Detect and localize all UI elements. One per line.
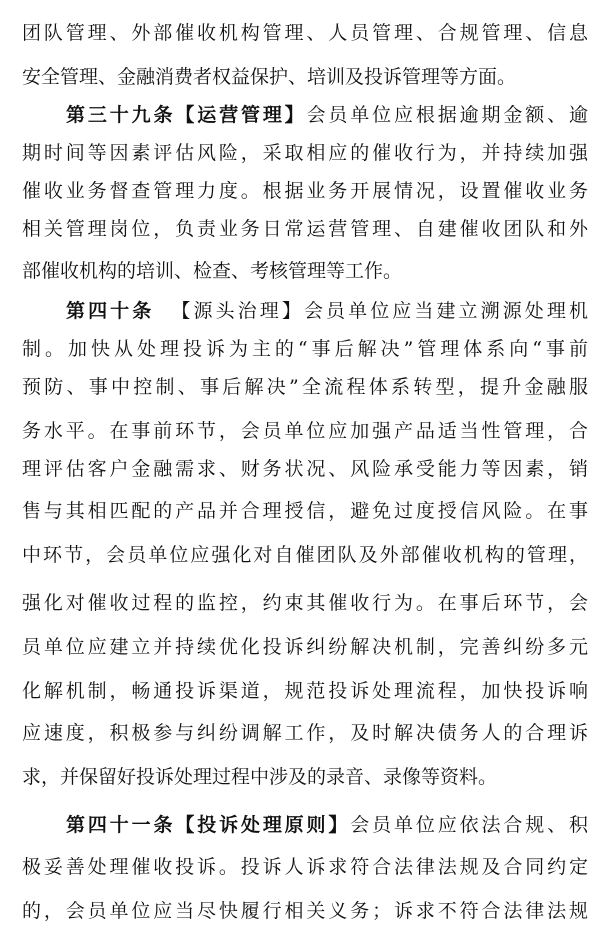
article-39-first-line: [66, 100, 588, 130]
article-41-first-line: [66, 810, 588, 840]
article-40-text: 会员单位应当建立溯源处理机: [303, 300, 588, 322]
article-40-heading: 第四十条: [66, 300, 155, 322]
text-line: 催收业务督查管理力度。根据业务开展情况，设置催收业务: [22, 180, 588, 202]
text-line: 售与其相匹配的产品并合理授信，避免过度授信风险。在事: [22, 500, 588, 522]
text-line: 团队管理、外部催收机构管理、人员管理、合规管理、信息: [22, 22, 588, 44]
article-41-text: 会员单位应依法合规、积: [350, 814, 588, 836]
text-line: 预防、事中控制、事后解决”全流程体系转型，提升金融服: [22, 376, 588, 398]
text-line: 期时间等因素评估风险，采取相应的催收行为，并持续加强: [22, 142, 588, 164]
text-line: 中环节，会员单位应强化对自催团队及外部催收机构的管理，: [22, 544, 588, 566]
text-line: 员单位应建立并持续优化投诉纠纷解决机制，完善纠纷多元: [22, 636, 588, 658]
article-39-text: 会员单位应根据逾期金额、逾: [306, 104, 588, 126]
text-line: 务水平。在事前环节，会员单位应加强产品适当性管理，合: [22, 420, 588, 442]
text-line: 极妥善处理催收投诉。投诉人诉求符合法律法规及合同约定: [22, 856, 588, 878]
text-line: 理评估客户金融需求、财务状况、风险承受能力等因素，销: [22, 458, 588, 480]
article-41-heading: 第四十一条【投诉处理原则】: [66, 814, 351, 836]
article-39-heading: 第三十九条【运营管理】: [66, 104, 307, 126]
text-line: 化解机制，畅通投诉渠道，规范投诉处理流程，加快投诉响: [22, 680, 588, 702]
text-line: 的，会员单位应当尽快履行相关义务；诉求不符合法律法规: [22, 900, 588, 922]
text-line: 应速度，积极参与纠纷调解工作，及时解决债务人的合理诉: [22, 722, 588, 744]
article-40-title: 【源头治理】: [168, 300, 304, 322]
text-line: 制。加快从处理投诉为主的“事后解决”管理体系向“事前: [22, 338, 588, 360]
text-line: 求，并保留好投诉处理过程中涉及的录音、录像等资料。: [22, 766, 498, 788]
text-line: 安全管理、金融消费者权益保护、培训及投诉管理等方面。: [22, 66, 517, 88]
text-line: 部催收机构的培训、检查、考核管理等工作。: [22, 260, 403, 282]
text-line: 相关管理岗位，负责业务日常运营管理、自建催收团队和外: [22, 218, 588, 240]
text-line: 强化对催收过程的监控，约束其催收行为。在事后环节，会: [22, 592, 588, 614]
article-40-first-line: [66, 296, 588, 326]
